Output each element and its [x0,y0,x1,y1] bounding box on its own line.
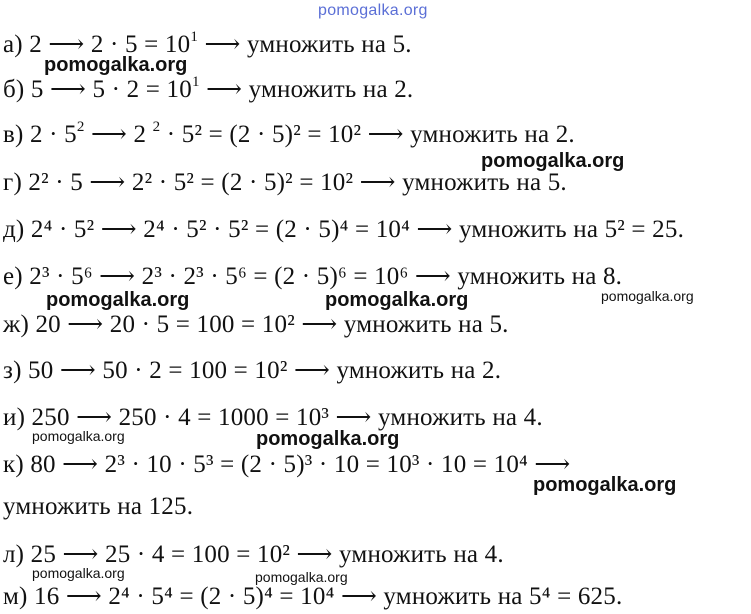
line-text: ⟶ умножить на 5. [198,31,412,58]
line-text: ⟶ умножить на 2. [199,76,414,103]
line-text: д) 2⁴ · 5² ⟶ 2⁴ · 5² · 5² = (2 · 5)⁴ = 10⁴ ⟶ умножить на 5² = 25. [3,216,685,243]
line-text: е) 2³ · 5⁶ ⟶ 2³ · 2³ · 5⁶ = (2 · 5)⁶ = 10⁶ ⟶ умножить на 8. [3,263,623,290]
watermark: pomogalka.org [601,288,694,304]
watermark: pomogalka.org [325,289,469,311]
solution-line-k [3,450,570,480]
line-text: и) 250 ⟶ 250 · 4 = 1000 = 10³ ⟶ умножить на 4. [3,404,543,431]
watermark: pomogalka.org [255,569,348,585]
line-text: ж) 20 ⟶ 20 · 5 = 100 = 10² ⟶ умножить на 5. [3,311,509,338]
solution-line-z [3,356,501,386]
watermark: pomogalka.org [481,150,625,172]
line-text: ⟶ 2 [84,121,153,148]
solution-line-v [3,120,575,153]
solution-line-d [3,215,684,245]
watermark: pomogalka.org [44,54,188,76]
watermark: pomogalka.org [46,289,190,311]
watermark: pomogalka.org [32,428,125,444]
watermark-top: pomogalka.org [318,2,428,19]
line-text: к) 80 ⟶ 2³ · 10 · 5³ = (2 · 5)³ · 10 = 10³ · 10 = 10⁴ ⟶ [3,451,571,478]
exponent: 1 [191,74,200,90]
exponent: 2 [76,119,85,135]
exponent: 2 [152,119,161,135]
line-text: · 5² = (2 · 5)² = 10² ⟶ умножить на 2. [160,121,575,148]
line-text: г) 2² · 5 ⟶ 2² · 5² = (2 · 5)² = 10² ⟶ умножить на 5. [3,169,567,196]
watermark: pomogalka.org [533,474,677,496]
line-text: л) 25 ⟶ 25 · 4 = 100 = 10² ⟶ умножить на 4. [3,541,504,568]
solution-line-k-continued [3,492,193,522]
solution-line-m [3,582,622,612]
solution-line-e [3,262,622,292]
line-text: з) 50 ⟶ 50 · 2 = 100 = 10² ⟶ умножить на 2. [3,357,502,384]
line-text: а) 2 ⟶ 2 · 5 = 10 [3,31,191,58]
line-text: б) 5 ⟶ 5 · 2 = 10 [3,76,192,103]
line-text: в) 2 · 5 [3,121,77,148]
watermark: pomogalka.org [32,565,125,581]
solution-line-b [3,75,413,108]
line-text: умножить на 125. [3,493,194,520]
solution-line-zh [3,310,509,340]
exponent: 1 [190,29,199,45]
line-text: м) 16 ⟶ 2⁴ · 5⁴ = (2 · 5)⁴ = 10⁴ ⟶ умножить на 5⁴ = 625. [3,583,623,610]
watermark: pomogalka.org [256,428,400,450]
